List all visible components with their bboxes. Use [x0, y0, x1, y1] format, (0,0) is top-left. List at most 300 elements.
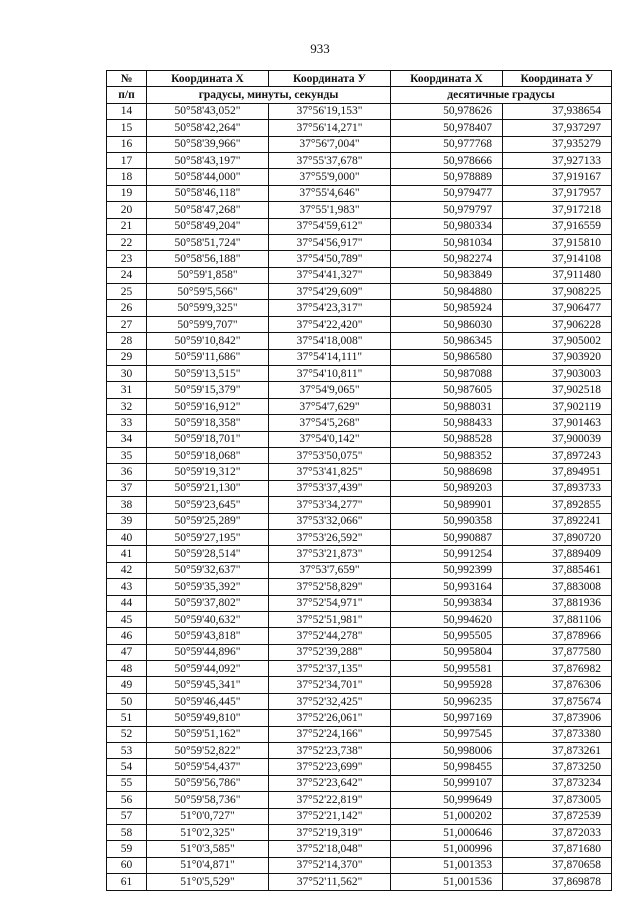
coord-y-dms: 37°56'14,271"	[269, 120, 391, 136]
coord-y-decimal: 37,873250	[503, 759, 612, 775]
coord-y-dms: 37°52'44,278"	[269, 628, 391, 644]
coord-y-dms: 37°54'14,111"	[269, 349, 391, 365]
coord-y-decimal: 37,903003	[503, 366, 612, 382]
header-number: №	[107, 71, 147, 87]
coord-x-dms: 50°58'46,118"	[147, 185, 269, 201]
coord-y-dms: 37°52'34,701"	[269, 677, 391, 693]
coord-y-dms: 37°54'23,317"	[269, 300, 391, 316]
row-number: 32	[107, 398, 147, 414]
coord-y-dms: 37°52'24,166"	[269, 726, 391, 742]
coord-y-decimal: 37,889409	[503, 546, 612, 562]
row-number: 34	[107, 431, 147, 447]
coord-y-decimal: 37,914108	[503, 251, 612, 267]
coord-y-decimal: 37,871680	[503, 841, 612, 857]
coord-y-dms: 37°55'9,000"	[269, 169, 391, 185]
coord-y-dms: 37°54'0,142"	[269, 431, 391, 447]
coord-x-decimal: 50,988698	[391, 464, 503, 480]
coord-x-dms: 50°59'25,289"	[147, 513, 269, 529]
coord-y-dms: 37°56'19,153"	[269, 103, 391, 119]
row-number: 35	[107, 447, 147, 463]
coord-x-dms: 50°59'51,162"	[147, 726, 269, 742]
row-number: 58	[107, 824, 147, 840]
coord-y-decimal: 37,919167	[503, 169, 612, 185]
coord-x-decimal: 50,978626	[391, 103, 503, 119]
table-body	[107, 103, 612, 890]
row-number: 38	[107, 497, 147, 513]
table-row	[107, 103, 612, 119]
row-number: 41	[107, 546, 147, 562]
coord-x-decimal: 50,998006	[391, 743, 503, 759]
coord-x-decimal: 50,988433	[391, 415, 503, 431]
coord-y-decimal: 37,872033	[503, 824, 612, 840]
coord-y-decimal: 37,873261	[503, 743, 612, 759]
coord-y-dms: 37°53'50,075"	[269, 447, 391, 463]
coord-y-decimal: 37,881106	[503, 611, 612, 627]
row-number: 20	[107, 202, 147, 218]
row-number: 49	[107, 677, 147, 693]
coord-x-decimal: 50,987088	[391, 366, 503, 382]
coord-x-dms: 50°58'43,052"	[147, 103, 269, 119]
table-row	[107, 546, 612, 562]
row-number: 31	[107, 382, 147, 398]
row-number: 45	[107, 611, 147, 627]
coord-x-decimal: 50,988031	[391, 398, 503, 414]
coord-y-decimal: 37,908225	[503, 284, 612, 300]
table-row	[107, 759, 612, 775]
coord-x-decimal: 50,998455	[391, 759, 503, 775]
coord-x-decimal: 50,987605	[391, 382, 503, 398]
table-row	[107, 431, 612, 447]
row-number: 22	[107, 234, 147, 250]
coord-x-decimal: 50,986345	[391, 333, 503, 349]
table-row	[107, 661, 612, 677]
coord-y-decimal: 37,885461	[503, 562, 612, 578]
coord-x-dms: 50°58'42,264"	[147, 120, 269, 136]
coord-x-decimal: 50,983849	[391, 267, 503, 283]
coord-y-decimal: 37,911480	[503, 267, 612, 283]
coord-y-dms: 37°54'18,008"	[269, 333, 391, 349]
table-row	[107, 251, 612, 267]
row-number: 44	[107, 595, 147, 611]
row-number: 28	[107, 333, 147, 349]
table-row	[107, 382, 612, 398]
coord-y-decimal: 37,876306	[503, 677, 612, 693]
coord-y-decimal: 37,873234	[503, 775, 612, 791]
coord-x-dms: 50°59'43,818"	[147, 628, 269, 644]
coord-x-dms: 50°59'1,858"	[147, 267, 269, 283]
coord-x-decimal: 51,000202	[391, 808, 503, 824]
coord-x-decimal: 50,995804	[391, 644, 503, 660]
coord-y-decimal: 37,870658	[503, 857, 612, 873]
coord-x-decimal: 50,991254	[391, 546, 503, 562]
coord-y-decimal: 37,905002	[503, 333, 612, 349]
coord-y-decimal: 37,881936	[503, 595, 612, 611]
coord-y-decimal: 37,935279	[503, 136, 612, 152]
coord-y-decimal: 37,906228	[503, 316, 612, 332]
table-row	[107, 185, 612, 201]
table-row	[107, 267, 612, 283]
coord-y-dms: 37°52'22,819"	[269, 792, 391, 808]
table-row	[107, 693, 612, 709]
table-row	[107, 349, 612, 365]
coord-x-dms: 50°58'56,188"	[147, 251, 269, 267]
subheader-decimal: десятичные градусы	[391, 87, 612, 103]
header-coord-y-decimal: Координата У	[503, 71, 612, 87]
table-row	[107, 824, 612, 840]
coord-y-dms: 37°54'41,327"	[269, 267, 391, 283]
coord-y-decimal: 37,906477	[503, 300, 612, 316]
coord-y-dms: 37°52'18,048"	[269, 841, 391, 857]
row-number: 36	[107, 464, 147, 480]
row-number: 30	[107, 366, 147, 382]
coord-y-dms: 37°52'14,370"	[269, 857, 391, 873]
coord-x-decimal: 50,986580	[391, 349, 503, 365]
coord-x-dms: 50°59'58,736"	[147, 792, 269, 808]
coord-y-decimal: 37,917218	[503, 202, 612, 218]
coord-y-decimal: 37,937297	[503, 120, 612, 136]
row-number: 40	[107, 529, 147, 545]
coord-y-dms: 37°54'50,789"	[269, 251, 391, 267]
coord-y-dms: 37°54'29,609"	[269, 284, 391, 300]
coord-x-dms: 50°59'45,341"	[147, 677, 269, 693]
row-number: 25	[107, 284, 147, 300]
coord-x-dms: 50°59'52,822"	[147, 743, 269, 759]
coord-x-dms: 50°59'13,515"	[147, 366, 269, 382]
coord-x-decimal: 50,988352	[391, 447, 503, 463]
coord-y-decimal: 37,892855	[503, 497, 612, 513]
row-number: 14	[107, 103, 147, 119]
coord-x-decimal: 50,995505	[391, 628, 503, 644]
coord-x-decimal: 50,999107	[391, 775, 503, 791]
row-number: 29	[107, 349, 147, 365]
table-row	[107, 218, 612, 234]
coord-x-decimal: 50,996235	[391, 693, 503, 709]
coord-y-dms: 37°54'10,811"	[269, 366, 391, 382]
table-row	[107, 710, 612, 726]
row-number: 15	[107, 120, 147, 136]
coord-x-dms: 50°59'21,130"	[147, 480, 269, 496]
table-row	[107, 808, 612, 824]
table-row	[107, 300, 612, 316]
table-row	[107, 792, 612, 808]
table-row	[107, 415, 612, 431]
coord-x-decimal: 51,000996	[391, 841, 503, 857]
coord-y-dms: 37°52'37,135"	[269, 661, 391, 677]
coord-x-decimal: 50,981034	[391, 234, 503, 250]
coord-x-decimal: 50,997545	[391, 726, 503, 742]
table-row	[107, 366, 612, 382]
row-number: 42	[107, 562, 147, 578]
coord-x-decimal: 50,989901	[391, 497, 503, 513]
row-number: 53	[107, 743, 147, 759]
subheader-row	[107, 87, 612, 103]
coord-y-dms: 37°52'39,288"	[269, 644, 391, 660]
coord-y-decimal: 37,894951	[503, 464, 612, 480]
table-row	[107, 152, 612, 168]
coord-y-decimal: 37,900039	[503, 431, 612, 447]
coord-y-decimal: 37,878966	[503, 628, 612, 644]
table-row	[107, 333, 612, 349]
coord-y-decimal: 37,869878	[503, 874, 612, 890]
coord-y-decimal: 37,877580	[503, 644, 612, 660]
coord-x-dms: 50°59'18,701"	[147, 431, 269, 447]
row-number: 47	[107, 644, 147, 660]
coord-x-dms: 50°59'54,437"	[147, 759, 269, 775]
table-row	[107, 677, 612, 693]
row-number: 50	[107, 693, 147, 709]
table-row	[107, 202, 612, 218]
row-number: 26	[107, 300, 147, 316]
row-number: 52	[107, 726, 147, 742]
coordinates-table	[106, 70, 612, 891]
table-row	[107, 398, 612, 414]
coord-x-dms: 50°59'27,195"	[147, 529, 269, 545]
coord-y-dms: 37°52'26,061"	[269, 710, 391, 726]
coord-x-dms: 51°0'4,871"	[147, 857, 269, 873]
row-number: 54	[107, 759, 147, 775]
row-number: 19	[107, 185, 147, 201]
coord-y-decimal: 37,873005	[503, 792, 612, 808]
coord-y-dms: 37°55'37,678"	[269, 152, 391, 168]
row-number: 61	[107, 874, 147, 890]
row-number: 33	[107, 415, 147, 431]
coord-x-decimal: 50,978666	[391, 152, 503, 168]
table-row	[107, 628, 612, 644]
coord-y-decimal: 37,902518	[503, 382, 612, 398]
coord-x-dms: 50°59'11,686"	[147, 349, 269, 365]
row-number: 16	[107, 136, 147, 152]
row-number: 56	[107, 792, 147, 808]
table-row	[107, 595, 612, 611]
coord-y-decimal: 37,915810	[503, 234, 612, 250]
row-number: 60	[107, 857, 147, 873]
coord-x-dms: 50°59'18,068"	[147, 447, 269, 463]
row-number: 46	[107, 628, 147, 644]
coord-y-dms: 37°54'9,065"	[269, 382, 391, 398]
row-number: 18	[107, 169, 147, 185]
coord-y-decimal: 37,873380	[503, 726, 612, 742]
coord-x-decimal: 50,989203	[391, 480, 503, 496]
coord-x-dms: 50°59'5,566"	[147, 284, 269, 300]
table-row	[107, 726, 612, 742]
coord-x-dms: 50°59'19,312"	[147, 464, 269, 480]
row-number: 59	[107, 841, 147, 857]
row-number: 57	[107, 808, 147, 824]
coord-x-decimal: 50,990358	[391, 513, 503, 529]
coord-y-dms: 37°53'34,277"	[269, 497, 391, 513]
coord-x-dms: 50°58'47,268"	[147, 202, 269, 218]
coord-y-decimal: 37,902119	[503, 398, 612, 414]
coord-x-dms: 50°59'56,786"	[147, 775, 269, 791]
table-row	[107, 529, 612, 545]
row-number: 39	[107, 513, 147, 529]
coord-x-dms: 50°58'49,204"	[147, 218, 269, 234]
coord-y-decimal: 37,917957	[503, 185, 612, 201]
table-row	[107, 480, 612, 496]
header-row	[107, 71, 612, 87]
coord-y-decimal: 37,901463	[503, 415, 612, 431]
coord-y-decimal: 37,897243	[503, 447, 612, 463]
coord-x-decimal: 50,999649	[391, 792, 503, 808]
coord-x-decimal: 50,997169	[391, 710, 503, 726]
coord-x-decimal: 50,993164	[391, 579, 503, 595]
coord-y-dms: 37°55'1,983"	[269, 202, 391, 218]
coord-x-dms: 50°59'16,912"	[147, 398, 269, 414]
table-row	[107, 234, 612, 250]
coord-y-dms: 37°55'4,646"	[269, 185, 391, 201]
coord-y-dms: 37°52'23,642"	[269, 775, 391, 791]
coord-x-decimal: 50,985924	[391, 300, 503, 316]
coord-x-dms: 50°59'40,632"	[147, 611, 269, 627]
table-row	[107, 447, 612, 463]
coord-x-decimal: 50,978407	[391, 120, 503, 136]
table-row	[107, 841, 612, 857]
coord-x-dms: 51°0'5,529"	[147, 874, 269, 890]
coord-x-decimal: 50,994620	[391, 611, 503, 627]
coord-y-decimal: 37,903920	[503, 349, 612, 365]
row-number: 48	[107, 661, 147, 677]
coord-x-dms: 50°59'44,092"	[147, 661, 269, 677]
coord-y-dms: 37°52'21,142"	[269, 808, 391, 824]
header-coord-x-decimal: Координата Х	[391, 71, 503, 87]
subheader-dms: градусы, минуты, секунды	[147, 87, 391, 103]
table-row	[107, 743, 612, 759]
coord-x-dms: 50°59'35,392"	[147, 579, 269, 595]
coord-y-decimal: 37,890720	[503, 529, 612, 545]
coord-x-dms: 50°59'49,810"	[147, 710, 269, 726]
coord-y-dms: 37°54'22,420"	[269, 316, 391, 332]
coord-y-decimal: 37,883008	[503, 579, 612, 595]
coord-x-dms: 50°59'15,379"	[147, 382, 269, 398]
coord-x-decimal: 51,001536	[391, 874, 503, 890]
coord-y-dms: 37°52'23,738"	[269, 743, 391, 759]
table-row	[107, 579, 612, 595]
coord-y-dms: 37°54'7,629"	[269, 398, 391, 414]
coord-x-decimal: 50,995928	[391, 677, 503, 693]
coord-y-dms: 37°53'41,825"	[269, 464, 391, 480]
row-number: 27	[107, 316, 147, 332]
coord-x-decimal: 50,979477	[391, 185, 503, 201]
coord-x-dms: 50°58'51,724"	[147, 234, 269, 250]
row-number: 51	[107, 710, 147, 726]
coord-y-decimal: 37,927133	[503, 152, 612, 168]
row-number: 21	[107, 218, 147, 234]
table-row	[107, 136, 612, 152]
coord-y-dms: 37°53'7,659"	[269, 562, 391, 578]
coord-x-decimal: 50,990887	[391, 529, 503, 545]
coord-y-dms: 37°56'7,004"	[269, 136, 391, 152]
coord-y-dms: 37°52'23,699"	[269, 759, 391, 775]
coord-y-dms: 37°52'54,971"	[269, 595, 391, 611]
coord-y-dms: 37°54'56,917"	[269, 234, 391, 250]
coord-x-dms: 50°59'9,325"	[147, 300, 269, 316]
coord-x-decimal: 50,988528	[391, 431, 503, 447]
coord-y-decimal: 37,873906	[503, 710, 612, 726]
coord-y-dms: 37°52'19,319"	[269, 824, 391, 840]
row-number: 43	[107, 579, 147, 595]
row-number: 23	[107, 251, 147, 267]
row-number: 55	[107, 775, 147, 791]
table-row	[107, 611, 612, 627]
table-row	[107, 857, 612, 873]
coord-y-dms: 37°53'26,592"	[269, 529, 391, 545]
table-row	[107, 562, 612, 578]
coord-x-dms: 50°59'23,645"	[147, 497, 269, 513]
coord-y-dms: 37°52'58,829"	[269, 579, 391, 595]
table-row	[107, 775, 612, 791]
coord-x-decimal: 50,977768	[391, 136, 503, 152]
table-row	[107, 316, 612, 332]
coord-x-decimal: 50,992399	[391, 562, 503, 578]
table-row	[107, 464, 612, 480]
coord-x-decimal: 50,986030	[391, 316, 503, 332]
table-row	[107, 169, 612, 185]
coord-x-dms: 51°0'3,585"	[147, 841, 269, 857]
coord-x-dms: 50°58'39,966"	[147, 136, 269, 152]
coord-x-decimal: 50,984880	[391, 284, 503, 300]
coord-y-dms: 37°54'5,268"	[269, 415, 391, 431]
coord-y-dms: 37°52'11,562"	[269, 874, 391, 890]
coord-x-dms: 50°58'43,197"	[147, 152, 269, 168]
table-row	[107, 644, 612, 660]
coord-y-dms: 37°54'59,612"	[269, 218, 391, 234]
coord-x-dms: 50°59'32,637"	[147, 562, 269, 578]
coord-y-decimal: 37,893733	[503, 480, 612, 496]
coord-y-decimal: 37,875674	[503, 693, 612, 709]
coord-y-dms: 37°52'32,425"	[269, 693, 391, 709]
coord-x-decimal: 50,995581	[391, 661, 503, 677]
coord-x-dms: 50°59'18,358"	[147, 415, 269, 431]
coord-y-dms: 37°52'51,981"	[269, 611, 391, 627]
coord-x-dms: 50°59'10,842"	[147, 333, 269, 349]
table-row	[107, 120, 612, 136]
row-number: 17	[107, 152, 147, 168]
coord-y-decimal: 37,892241	[503, 513, 612, 529]
coord-x-dms: 50°59'44,896"	[147, 644, 269, 660]
coord-x-dms: 50°58'44,000"	[147, 169, 269, 185]
coord-x-dms: 50°59'46,445"	[147, 693, 269, 709]
header-coord-x-dms: Координата Х	[147, 71, 269, 87]
coord-y-decimal: 37,938654	[503, 103, 612, 119]
table-row	[107, 284, 612, 300]
coord-x-decimal: 51,000646	[391, 824, 503, 840]
coord-x-decimal: 50,979797	[391, 202, 503, 218]
table-row	[107, 497, 612, 513]
coord-x-dms: 50°59'9,707"	[147, 316, 269, 332]
table-row	[107, 874, 612, 890]
coord-x-decimal: 50,982274	[391, 251, 503, 267]
row-number: 37	[107, 480, 147, 496]
coord-y-decimal: 37,916559	[503, 218, 612, 234]
coord-x-decimal: 50,993834	[391, 595, 503, 611]
header-coord-y-dms: Координата У	[269, 71, 391, 87]
subheader-number: п/п	[107, 87, 147, 103]
coord-y-decimal: 37,876982	[503, 661, 612, 677]
coord-x-decimal: 51,001353	[391, 857, 503, 873]
coord-x-dms: 50°59'28,514"	[147, 546, 269, 562]
row-number: 24	[107, 267, 147, 283]
coord-y-dms: 37°53'32,066"	[269, 513, 391, 529]
coord-x-dms: 51°0'2,325"	[147, 824, 269, 840]
coord-y-dms: 37°53'21,873"	[269, 546, 391, 562]
table-row	[107, 513, 612, 529]
coord-x-decimal: 50,980334	[391, 218, 503, 234]
coord-y-decimal: 37,872539	[503, 808, 612, 824]
coord-x-dms: 51°0'0,727"	[147, 808, 269, 824]
coord-x-dms: 50°59'37,802"	[147, 595, 269, 611]
coord-y-dms: 37°53'37,439"	[269, 480, 391, 496]
coord-x-decimal: 50,978889	[391, 169, 503, 185]
